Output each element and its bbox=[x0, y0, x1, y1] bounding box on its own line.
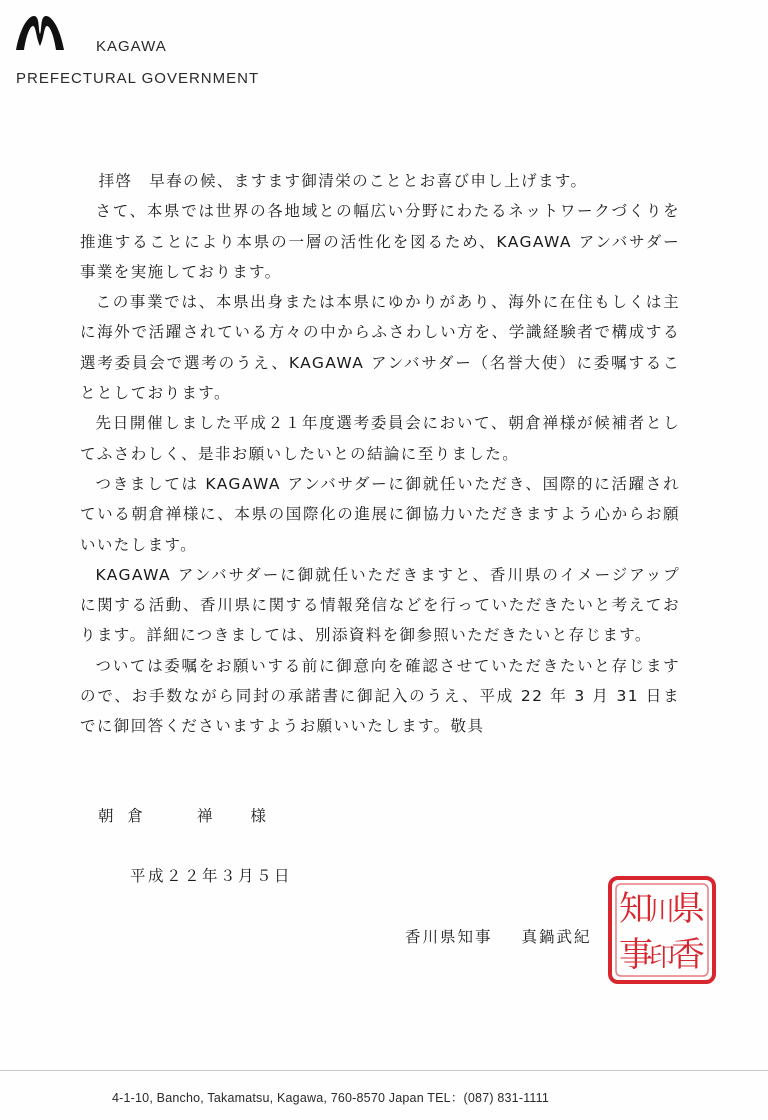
addressee bbox=[98, 804, 280, 826]
paragraph-introduction: さて、本県では世界の各地域との幅広い分野にわたるネットワークづくりを推進することにより本県の一層の活性化を図るため、KAGAWA アンバサダー事業を実施しております。 bbox=[80, 202, 680, 281]
footer-address: 4-1-10, Bancho, Takamatsu, Kagawa, 760-8570 Japan TEL：(087) 831-1111 bbox=[112, 1091, 550, 1105]
paragraph-program: この事業では、本県出身または本県にゆかりがあり、海外に在住もしくは主に海外で活躍されている方々の中からふさわしい方を、学識経験者で構成する選考委員会で選考のうえ、KAGAWA アンバサダー（名誉大使）に委嘱することとしております。 bbox=[80, 293, 680, 403]
signature bbox=[405, 925, 591, 947]
official-seal-icon bbox=[606, 874, 718, 986]
seal-char-2: 香 bbox=[671, 935, 705, 975]
kagawa-emblem-icon bbox=[14, 10, 66, 52]
org-name: KAGAWA bbox=[96, 38, 167, 55]
addressee-family-name: 朝倉 bbox=[98, 807, 158, 825]
addressee-honorific: 様 bbox=[250, 807, 280, 825]
paragraph-activities: KAGAWA アンバサダーに御就任いただきますと、香川県のイメージアップに関する活動、香川県に関する情報発信などを行っていただきたいと考えております。詳細につきましては、別添資料を御参照いただきたいと存じます。 bbox=[80, 565, 680, 645]
paragraph-greeting: 拝啓 早春の候、ますます御清栄のこととお喜び申し上げます。 bbox=[98, 172, 588, 190]
signer-title: 香川県知事 bbox=[405, 928, 493, 946]
seal-char-6: 印 bbox=[648, 943, 676, 973]
seal-char-4: 川 bbox=[648, 897, 676, 927]
addressee-given-name: 禅 bbox=[196, 807, 227, 825]
seal-char-1: 県 bbox=[671, 889, 705, 929]
footer-divider bbox=[0, 1070, 768, 1071]
seal-char-5: 事 bbox=[619, 935, 653, 975]
paragraph-selection: 先日開催しました平成２１年度選考委員会において、朝倉禅様が候補者としてふさわしく、是非お願いしたいとの結論に至りました。 bbox=[80, 414, 680, 463]
letter-date: 平成２２年３月５日 bbox=[130, 867, 293, 885]
org-subtitle: PREFECTURAL GOVERNMENT bbox=[16, 70, 260, 87]
signer-name: 真鍋武紀 bbox=[521, 928, 592, 946]
letter-body bbox=[80, 166, 680, 742]
seal-char-3: 知 bbox=[619, 889, 653, 929]
paragraph-reply: ついては委嘱をお願いする前に御意向を確認させていただきたいと存じますので、お手数ながら同封の承諾書に御記入のうえ、平成 22 年 3 月 31 日までに御回答くださいますようお願いいたします。敬具 bbox=[80, 656, 680, 736]
paragraph-request: つきましては KAGAWA アンバサダーに御就任いただき、国際的に活躍されている朝倉禅様に、本県の国際化の進展に御協力いただきますよう心からお願いいたします。 bbox=[80, 474, 680, 554]
